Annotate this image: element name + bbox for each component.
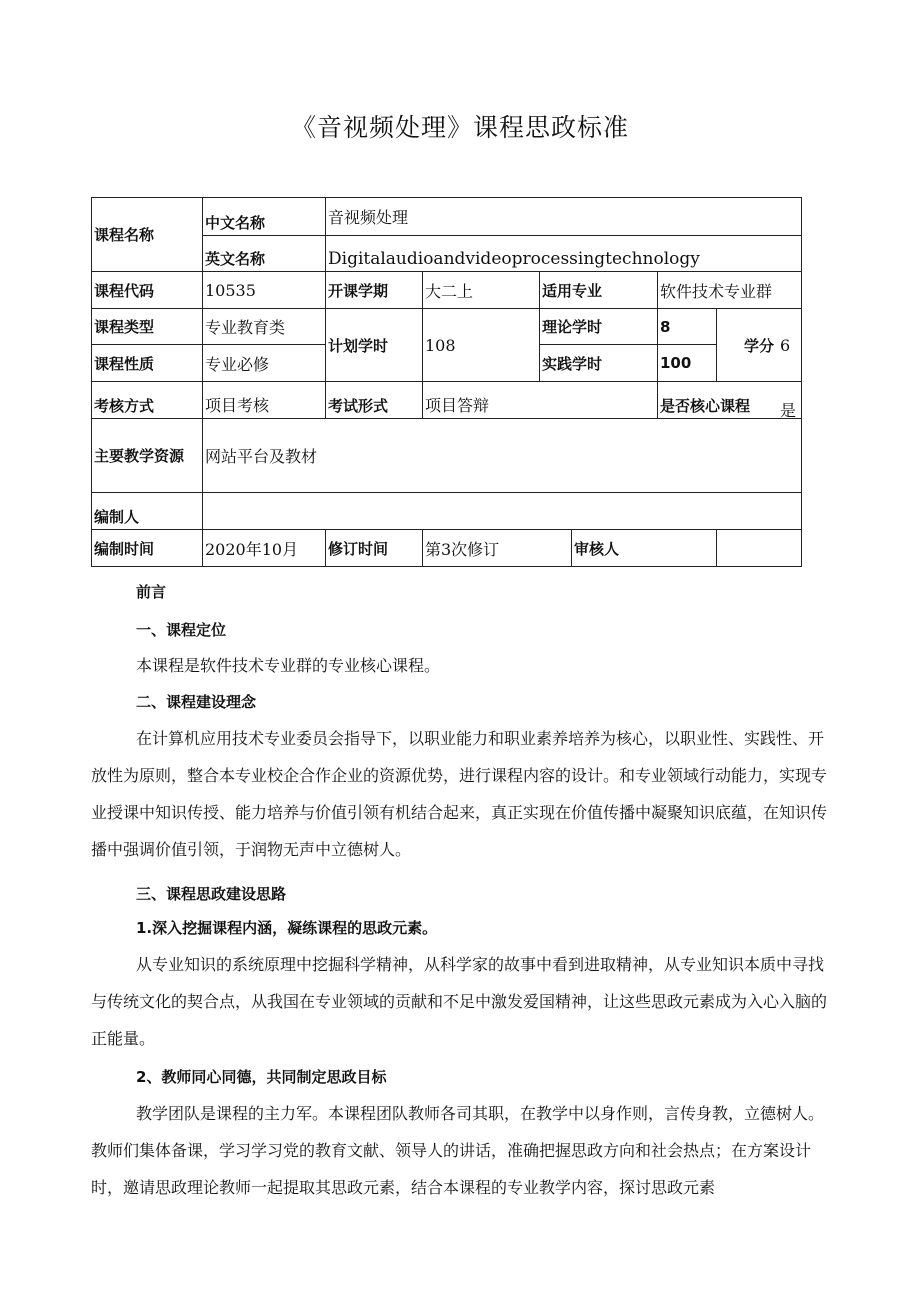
nature-value: 专业必修 (203, 345, 326, 382)
preface-heading: 前言 (136, 583, 167, 601)
type-value: 专业教育类 (203, 309, 326, 345)
section-1-text: 本课程是软件技术专业群的专业核心课程。 (136, 656, 441, 675)
editor-value (203, 493, 802, 530)
theory-label: 理论学时 (540, 309, 658, 345)
semester-label: 开课学期 (326, 272, 423, 309)
practice-label: 实践学时 (540, 345, 658, 382)
revise-time-label: 修订时间 (326, 530, 423, 567)
nature-label: 课程性质 (92, 345, 203, 382)
assess-label: 考核方式 (92, 382, 203, 419)
edit-time-label: 编制时间 (92, 530, 203, 567)
semester-value: 大二上 (423, 272, 540, 309)
resource-value: 网站平台及教材 (203, 419, 802, 493)
reviewer-label: 审核人 (572, 530, 717, 567)
exam-value: 项目答辩 (423, 382, 658, 419)
document-title: 《音视频处理》课程思政标准 (290, 113, 629, 142)
reviewer-value (717, 530, 802, 567)
editor-label: 编制人 (92, 493, 203, 530)
section-1-heading: 一、课程定位 (136, 621, 227, 639)
section-2-text: 在计算机应用技术专业委员会指导下，以职业能力和职业素养培养为核心，以职业性、实践性、开放性为原则，整合本专业校企合作企业的资源优势，进行课程内容的设计。和专业领域行动能力，实现专业授课中知识传授、能力培养与价值引领有机结合起来，真正实现在价值传播中凝聚知识底蕴，在知识传播中强调价值引领，于润物无声中立德树人。 (91, 729, 828, 859)
revise-time-value: 第3次修订 (423, 530, 572, 567)
code-value: 10535 (203, 272, 326, 309)
section-3-2-heading: 2、教师同心同德，共同制定思政目标 (136, 1068, 387, 1086)
practice-value: 100 (658, 345, 717, 382)
course-info-table (91, 197, 802, 567)
section-2-heading: 二、课程建设理念 (136, 693, 257, 711)
exam-label: 考试形式 (326, 382, 423, 419)
theory-value: 8 (658, 309, 717, 345)
en-name-value: Digitalaudioandvideoprocessingtechnology (326, 236, 802, 272)
cn-name-label: 中文名称 (203, 198, 326, 236)
major-value: 软件技术专业群 (658, 272, 802, 309)
core-label: 是否核心课程 (658, 382, 802, 419)
assess-value: 项目考核 (203, 382, 326, 419)
course-name-label: 课程名称 (92, 198, 203, 272)
section-3-1-text: 从专业知识的系统原理中挖掘科学精神，从科学家的故事中看到进取精神，从专业知识本质中寻找与传统文化的契合点，从我国在专业领域的贡献和不足中激发爱国精神，让这些思政元素成为入心入脑的正能量。 (91, 955, 828, 1048)
section-3-heading: 三、课程思政建设思路 (136, 885, 287, 903)
code-label: 课程代码 (92, 272, 203, 309)
edit-time-value: 2020年10月 (203, 530, 326, 567)
type-label: 课程类型 (92, 309, 203, 345)
section-3-2-text: 教学团队是课程的主力军。本课程团队教师各司其职，在教学中以身作则，言传身教，立德树人。教师们集体备课，学习学习党的教育文献、领导人的讲话，准确把握思政方向和社会热点；在方案设计时，邀请思政理论教师一起提取其思政元素，结合本课程的专业教学内容，探讨思政元素 (91, 1104, 825, 1197)
resource-label: 主要教学资源 (92, 419, 203, 493)
major-label: 适用专业 (540, 272, 658, 309)
credit-label: 学分 (717, 309, 802, 382)
credit-value: 6 (780, 336, 791, 355)
plan-hours-label: 计划学时 (326, 309, 423, 382)
body-content (91, 578, 831, 1206)
cn-name-value: 音视频处理 (326, 198, 802, 236)
en-name-label: 英文名称 (203, 236, 326, 272)
section-3-1-heading: 1.深入挖掘课程内涵，凝练课程的思政元素。 (136, 919, 438, 937)
plan-hours-value: 108 (423, 309, 540, 382)
core-value: 是 (780, 401, 797, 420)
